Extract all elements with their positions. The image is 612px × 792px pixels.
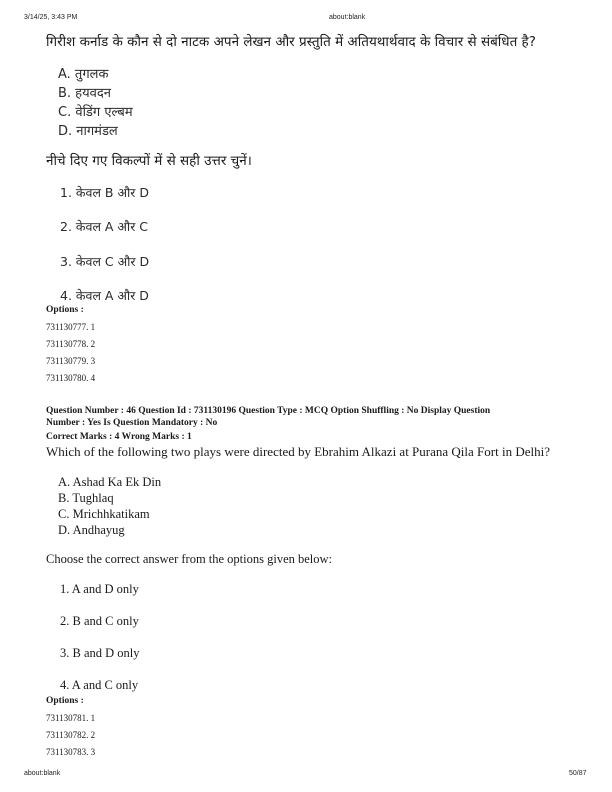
q46-meta-line-1: Question Number : 46 Question Id : 731130196 Question Type : MCQ Option Shuffling : No Display Question [46,406,491,416]
q45-choice-d: D. नागमंडल [58,124,118,139]
q46-answer-1: 1. A and D only [60,582,139,596]
page-number: 50/87 [569,770,587,777]
q46-choice-b: B. Tughlaq [58,491,114,505]
q46-meta-line-2: Number : Yes Is Question Mandatory : No [46,418,218,428]
q45-choice-b: B. हयवदन [58,86,111,101]
q45-choice-c: C. वेडिंग एल्बम [58,105,133,120]
q45-answer-4: 4. केवल A और D [60,288,149,303]
q45-answer-2: 2. केवल A और C [60,219,149,234]
q46-choice-d: D. Andhayug [58,523,125,537]
q45-option-id-1: 731130777. 1 [46,322,96,332]
print-timestamp: 3/14/25, 3:43 PM [24,14,78,21]
q46-answer-3: 3. B and D only [60,646,140,660]
print-footer-url: about:blank [24,770,61,777]
q46-instruction: Choose the correct answer from the options given below: [46,552,333,566]
print-page-title: about:blank [329,14,366,21]
q45-option-id-4: 731130780. 4 [46,373,96,383]
q45-options-label: Options : [46,305,84,315]
q45-instruction: नीचे दिए गए विकल्पों में से सही उत्तर चुनें। [46,153,252,169]
q45-option-id-2: 731130778. 2 [46,339,96,349]
q46-choice-c: C. Mrichhkatikam [58,507,150,521]
q46-option-id-3: 731130783. 3 [46,747,96,757]
q46-answer-4: 4. A and C only [60,678,139,692]
q46-option-id-1: 731130781. 1 [46,713,96,723]
q46-choice-a: A. Ashad Ka Ek Din [58,475,162,489]
q46-option-id-2: 731130782. 2 [46,730,96,740]
q46-marks: Correct Marks : 4 Wrong Marks : 1 [46,432,192,442]
q45-choice-a: A. तुगलक [58,67,109,82]
q46-options-label: Options : [46,696,84,706]
q46-answer-2: 2. B and C only [60,614,139,628]
q45-answer-3: 3. केवल C और D [60,254,150,269]
q45-option-id-3: 731130779. 3 [46,356,96,366]
question-45-text: गिरीश कर्नाड के कौन से दो नाटक अपने लेखन और प्रस्तुति में अतियथार्थवाद के विचार से संबंधित है? [46,34,536,50]
q45-answer-1: 1. केवल B और D [60,185,149,200]
question-46-text: Which of the following two plays were directed by Ebrahim Alkazi at Purana Qila Fort in Delhi? [46,444,550,459]
